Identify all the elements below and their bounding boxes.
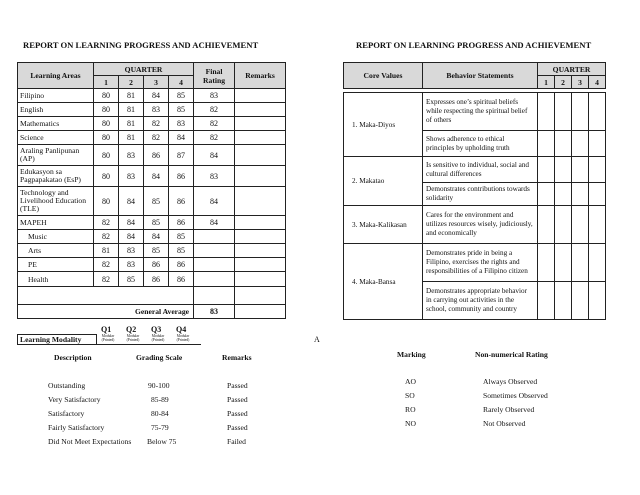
final-rating-cell: 84	[194, 216, 235, 230]
grade-cell: 85	[119, 272, 144, 287]
marking-code: SO	[405, 391, 415, 400]
table-row	[18, 258, 286, 272]
core-value-name: 4. Maka-Bansa	[344, 244, 423, 320]
subject-name: Filipino	[18, 89, 94, 103]
grade-cell: 85	[144, 244, 169, 258]
final-rating-cell	[194, 244, 235, 258]
core-values-table	[343, 62, 606, 320]
table-row	[18, 272, 286, 287]
final-rating-cell	[194, 230, 235, 244]
grade-cell: 85	[144, 216, 169, 230]
final-rating-cell: 84	[194, 145, 235, 166]
subject-name: PE	[18, 258, 94, 272]
grades-table	[17, 62, 286, 319]
table-row	[344, 157, 606, 183]
modality-q4-label: Q4	[176, 325, 187, 334]
marking-header: Marking	[397, 350, 426, 359]
grade-cell: 82	[144, 131, 169, 145]
grade-cell: 80	[94, 117, 119, 131]
grade-cell: 86	[169, 258, 194, 272]
remarks-cell	[235, 230, 286, 244]
grade-cell: 86	[144, 258, 169, 272]
scale-description: Fairly Satisfactory	[48, 423, 105, 432]
scale-range: Below 75	[147, 437, 177, 446]
general-average-row	[18, 305, 286, 319]
table-row	[18, 117, 286, 131]
core-value-name: 1. Maka-Diyos	[344, 93, 423, 157]
quarter-3-header: 3	[144, 76, 169, 89]
scale-remark: Passed	[227, 409, 248, 418]
left-report-title: REPORT ON LEARNING PROGRESS AND ACHIEVEMENT	[23, 40, 259, 50]
quarter-1-header: 1	[94, 76, 119, 89]
grade-cell: 86	[169, 216, 194, 230]
table-row	[18, 145, 286, 166]
grade-cell: 85	[144, 187, 169, 216]
grade-cell: 82	[94, 272, 119, 287]
final-rating-cell: 83	[194, 89, 235, 103]
behavior-statements-header: Behavior Statements	[423, 63, 538, 89]
general-average-label: General Average	[18, 305, 194, 319]
grade-cell: 80	[94, 145, 119, 166]
grade-cell: 86	[144, 272, 169, 287]
modality-q1-value: Modular (Printed)	[101, 334, 115, 342]
stray-mark: A	[314, 335, 320, 344]
grade-cell: 82	[144, 117, 169, 131]
general-average-value: 83	[194, 305, 235, 319]
marking-code: AO	[405, 377, 416, 386]
grade-cell: 84	[144, 89, 169, 103]
subject-name: Arts	[18, 244, 94, 258]
table-row	[18, 187, 286, 216]
table-row	[18, 131, 286, 145]
grade-cell: 84	[119, 187, 144, 216]
scale-range: 85-89	[151, 395, 169, 404]
final-rating-cell: 82	[194, 131, 235, 145]
grade-cell: 83	[119, 244, 144, 258]
grading-scale-header: Grading Scale	[136, 353, 183, 362]
grade-cell: 86	[169, 272, 194, 287]
grade-cell: 83	[169, 117, 194, 131]
scale-description: Very Satisfactory	[48, 395, 101, 404]
modality-q4-value: Modular (Printed)	[176, 334, 190, 342]
subject-name: Technology and Livelihood Education (TLE)	[18, 187, 94, 216]
grade-cell: 85	[169, 244, 194, 258]
modality-q3-label: Q3	[151, 325, 162, 334]
core-values-header: Core Values	[344, 63, 423, 89]
modality-q3-value: Modular (Printed)	[151, 334, 165, 342]
remarks-cell	[235, 216, 286, 230]
learning-areas-header: Learning Areas	[18, 63, 94, 89]
behavior-statement: Is sensitive to individual, social and cultural differences	[423, 157, 538, 183]
grade-cell: 84	[119, 230, 144, 244]
remarks-cell	[235, 145, 286, 166]
grade-cell: 80	[94, 187, 119, 216]
remarks-cell	[235, 131, 286, 145]
table-row	[344, 206, 606, 244]
table-row	[18, 89, 286, 103]
scale-remark: Passed	[227, 381, 248, 390]
subject-name: Science	[18, 131, 94, 145]
remarks-cell	[235, 117, 286, 131]
subject-name: Music	[18, 230, 94, 244]
behavior-statement: Demonstrates contributions towards solidarity	[423, 183, 538, 206]
scale-remark: Passed	[227, 395, 248, 404]
behavior-statement: Cares for the environment and utilizes resources wisely, judiciously, and economically	[423, 206, 538, 244]
remarks-cell	[235, 258, 286, 272]
scale-description: Outstanding	[48, 381, 86, 390]
cv-quarter-1-header: 1	[538, 76, 555, 89]
grade-cell: 82	[94, 230, 119, 244]
quarter-header: QUARTER	[94, 63, 194, 76]
behavior-statement: Demonstrates pride in being a Filipino, exercises the rights and responsibilities of a Filipino citizen	[423, 244, 538, 282]
final-rating-cell: 84	[194, 187, 235, 216]
quarter-2-header: 2	[119, 76, 144, 89]
grade-cell: 81	[94, 244, 119, 258]
marking-rating: Sometimes Observed	[483, 391, 548, 400]
behavior-statement: Shows adherence to ethical principles by upholding truth	[423, 131, 538, 157]
quarter-4-header: 4	[169, 76, 194, 89]
grade-cell: 83	[119, 145, 144, 166]
table-row	[18, 287, 286, 305]
grade-cell: 86	[169, 166, 194, 187]
right-report-title: REPORT ON LEARNING PROGRESS AND ACHIEVEMENT	[356, 40, 592, 50]
subject-name: Mathematics	[18, 117, 94, 131]
cv-quarter-4-header: 4	[589, 76, 606, 89]
grade-cell: 81	[119, 103, 144, 117]
learning-modality-label: Learning Modality	[17, 334, 97, 345]
table-row	[18, 216, 286, 230]
grade-cell: 85	[169, 103, 194, 117]
remarks-cell	[235, 187, 286, 216]
core-value-name: 2. Makatao	[344, 157, 423, 206]
core-value-name: 3. Maka-Kalikasan	[344, 206, 423, 244]
grade-cell: 82	[94, 258, 119, 272]
marking-rating: Not Observed	[483, 419, 526, 428]
modality-q2-label: Q2	[126, 325, 137, 334]
description-header: Description	[54, 353, 92, 362]
behavior-statement: Expresses one’s spiritual beliefs while respecting the spiritual belief of others	[423, 93, 538, 131]
cv-quarter-2-header: 2	[555, 76, 572, 89]
subject-name: English	[18, 103, 94, 117]
grade-cell: 80	[94, 103, 119, 117]
grade-cell: 85	[169, 89, 194, 103]
remarks-header: Remarks	[235, 63, 286, 89]
scale-range: 75-79	[151, 423, 169, 432]
grade-cell: 84	[144, 166, 169, 187]
marking-code: RO	[405, 405, 416, 414]
scale-remarks-header: Remarks	[222, 353, 252, 362]
grade-cell: 86	[144, 145, 169, 166]
grade-cell: 83	[119, 258, 144, 272]
remarks-cell	[235, 244, 286, 258]
modality-q2-value: Modular (Printed)	[126, 334, 140, 342]
scale-description: Did Not Meet Expectations	[48, 437, 132, 446]
modality-q1-label: Q1	[101, 325, 112, 334]
modality-underline	[96, 344, 201, 345]
remarks-cell	[235, 272, 286, 287]
scale-description: Satisfactory	[48, 409, 85, 418]
cv-quarter-3-header: 3	[572, 76, 589, 89]
marking-rating: Always Observed	[483, 377, 538, 386]
subject-name: Araling Panlipunan (AP)	[18, 145, 94, 166]
subject-name: Edukasyon sa Pagpapakatao (EsP)	[18, 166, 94, 187]
grade-cell: 80	[94, 166, 119, 187]
final-rating-cell: 82	[194, 117, 235, 131]
remarks-cell	[235, 103, 286, 117]
behavior-statement: Demonstrates appropriate behavior in carrying out activities in the school, community and country	[423, 282, 538, 320]
grade-cell: 85	[169, 230, 194, 244]
grade-cell: 87	[169, 145, 194, 166]
grade-cell: 83	[119, 166, 144, 187]
cv-quarter-header: QUARTER	[538, 63, 606, 76]
table-row	[18, 230, 286, 244]
scale-range: 80-84	[151, 409, 169, 418]
grade-cell: 82	[94, 216, 119, 230]
grade-cell: 81	[119, 131, 144, 145]
table-row	[18, 103, 286, 117]
grade-cell: 84	[169, 131, 194, 145]
table-row	[344, 244, 606, 282]
grade-cell: 86	[169, 187, 194, 216]
remarks-cell	[235, 166, 286, 187]
scale-remark: Passed	[227, 423, 248, 432]
grade-cell: 83	[144, 103, 169, 117]
grade-cell: 81	[119, 89, 144, 103]
final-rating-cell: 83	[194, 166, 235, 187]
scale-remark: Failed	[227, 437, 246, 446]
grade-cell: 81	[119, 117, 144, 131]
table-row	[18, 244, 286, 258]
grade-cell: 80	[94, 131, 119, 145]
table-row	[344, 93, 606, 131]
subject-name: Health	[18, 272, 94, 287]
grade-cell: 84	[144, 230, 169, 244]
final-rating-cell	[194, 258, 235, 272]
marking-rating: Rarely Observed	[483, 405, 535, 414]
subject-name: MAPEH	[18, 216, 94, 230]
final-rating-cell	[194, 272, 235, 287]
non-numerical-rating-header: Non-numerical Rating	[475, 350, 548, 359]
marking-code: NO	[405, 419, 416, 428]
final-rating-cell: 82	[194, 103, 235, 117]
grade-cell: 84	[119, 216, 144, 230]
remarks-cell	[235, 89, 286, 103]
table-row	[18, 166, 286, 187]
scale-range: 90-100	[148, 381, 170, 390]
grade-cell: 80	[94, 89, 119, 103]
final-rating-header: Final Rating	[194, 63, 235, 89]
